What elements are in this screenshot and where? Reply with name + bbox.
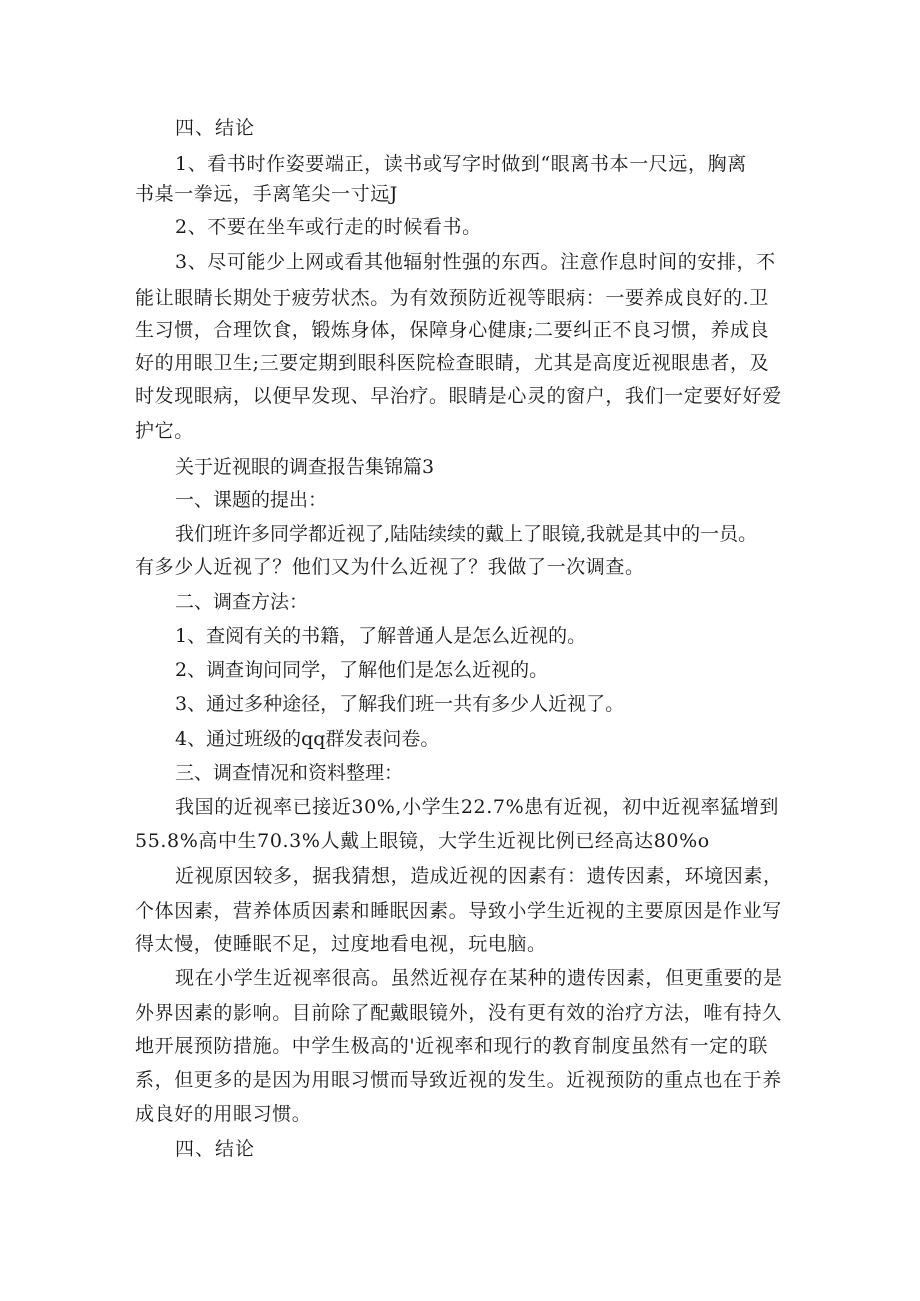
text-line: 有多少人近视了？他们又为什么近视了？我做了一次调查。	[135, 556, 645, 578]
list-item: 3、通过多种途径，了解我们班一共有多少人近视了。	[175, 693, 625, 715]
text-line: 护它。	[135, 420, 194, 442]
article-title: 关于近视眼的调查报告集锦篇3	[175, 456, 435, 478]
text-line: 近视原因较多，据我猜想，造成近视的因素有：遗传因素，环境因素，	[175, 865, 783, 887]
text-line: 书桌一拳远，手离笔尖一寸远J	[135, 183, 399, 205]
text-line: 系，但更多的是因为用眼习惯而导致近视的发生。近视预防的重点也在于养	[135, 1069, 782, 1091]
section-heading-conclusion: 四、结论	[175, 1138, 256, 1160]
text-line: 我国的近视率已接近30%,小学生22.7%患有近视，初中近视率猛增到	[175, 796, 780, 818]
text-line: 生习惯，合理饮食，锻炼身体，保障身心健康;二要纠正不良习惯，养成良	[135, 319, 770, 341]
list-item: 4、通过班级的qq群发表问卷。	[175, 728, 440, 750]
section-heading-method: 二、调查方法：	[175, 591, 309, 613]
list-item: 1、查阅有关的书籍，了解普通人是怎么近视的。	[175, 625, 587, 647]
text-line: 55.8%高中生70.3%人戴上眼镜，大学生近视比例已经高达80%o	[135, 830, 710, 852]
text-line: 得太慢，使睡眠不足，过度地看电视，玩电脑。	[135, 933, 547, 955]
text-line: 个体因素，营养体质因素和睡眠因素。导致小学生近视的主要原因是作业写	[135, 900, 782, 922]
text-line: 能让眼睛长期处于疲劳状杰。为有效预防近视等眼病：一要养成良好的.卫	[135, 287, 769, 309]
section-heading-survey: 三、调查情况和资料整理：	[175, 762, 404, 784]
text-line: 好的用眼卫生;三要定期到眼科医院检查眼睛，尤其是高度近视眼患者，及	[135, 352, 770, 374]
text-line: 1、看书时作姿要端正，读书或写字时做到“眼离书本一尺远，胸离	[175, 153, 747, 175]
text-line: 我们班许多同学都近视了,陆陆续续的戴上了眼镜,我就是其中的一员。	[175, 523, 758, 545]
text-line: 2、不要在坐车或行走的时候看书。	[175, 216, 482, 238]
section-heading-conclusion: 四、结论	[175, 117, 256, 139]
text-line: 现在小学生近视率很高。虽然近视存在某种的遗传因素，但更重要的是	[175, 967, 783, 989]
list-item: 2、调查询问同学，了解他们是怎么近视的。	[175, 659, 549, 681]
text-line: 成良好的用眼习惯。	[135, 1103, 312, 1125]
text-line: 时发现眼病，以便早发现、早治疗。眼睛是心灵的窗户，我们一定要好好爱	[135, 385, 782, 407]
section-heading-topic: 一、课题的提出：	[175, 489, 328, 511]
text-line: 外界因素的影响。目前除了配戴眼镜外，没有更有效的治疗方法，唯有持久	[135, 1002, 782, 1024]
text-line: 3、尽可能少上网或看其他辐射性强的东西。注意作息时间的安排，不	[175, 251, 776, 273]
text-line: 地开展预防措施。中学生极高的'近视率和现行的教育制度虽然有一定的联	[135, 1035, 769, 1057]
